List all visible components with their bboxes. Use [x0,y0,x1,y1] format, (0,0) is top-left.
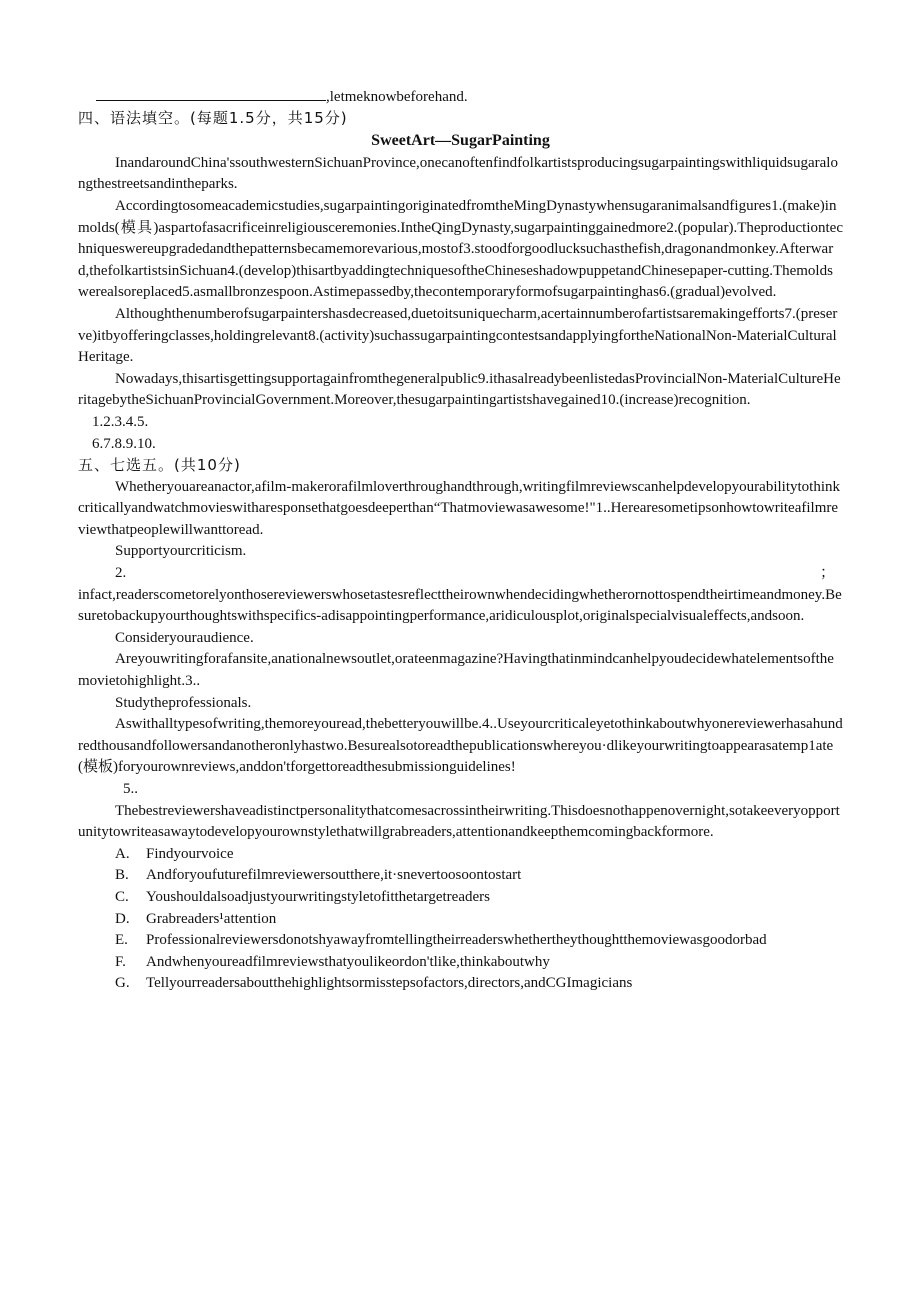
passage-title: SweetArt—SugarPainting [371,132,550,150]
option-key: B. [115,867,129,884]
paragraph-audience: Areyouwritingforafansite,anationalnewsoutlet,orateenmagazine?Havingthatinmindcanhelpyoudecidewhatelementsofthemovietohighlight.3.. [78,651,834,690]
option-c [78,887,843,909]
option-b [78,865,843,887]
passage-paragraph-2: Accordingtosomeacademicstudies,sugarpaintingoriginatedfromtheMingDynastywhensugaranimalsandfigures1.(make)inmolds(模具)aspartofasacrificeinreligiousceremonies.IntheQingDynasty,sugarpaintinggainedmore2.(popular).Theproductiontechniqueswereupgradedandthepatternsbecamemorevarious,mostof3.stoodforgoodlucksuchasthefish,dragonandmonkey.Afterward,thefolkartistsinSichuan4.(develop)thisartbyaddingtechniquesoftheChineseshadowpuppetandChinesepaper-cutting.Themoldswerealsoreplaced5.asmallbronzespoon.Astimepassedby,thecontemporaryformofsugarpaintinghas6.(gradual)evolved. [78,197,843,301]
options-list [78,844,843,995]
answer-blank[interactable] [96,86,326,101]
option-f [78,952,843,974]
option-text: Andforyoufuturefilmreviewersoutthere,it·snevertoosoontostart [146,867,522,884]
option-key: E. [115,932,128,949]
passage-paragraph-3: Althoughthenumberofsugarpaintershasdecreased,duetoitsuniquecharm,acertainnumberofartistsaremakingefforts7.(preserve)itbyofferingclasses,holdingrelevant8.(activity)suchassugarpaintingcontestsandapplyingfortheNationalNon-MaterialCulturalHeritage. [78,305,838,366]
answer-line-2: 6.7.8.9.10. [92,435,156,452]
document-page [78,86,843,995]
option-text: Findyourvoice [146,845,234,862]
paragraph-professionals: Aswithalltypesofwriting,themoreyouread,thebetteryouwillbe.4..Useyourcriticaleyetothinkaboutwhyonereviewerhasahundredthousandfollowersandanotheronlyhastwo.Besurealsotoreadthepublicationswhereyou·dlikeyourwritingtoappearasatemp1ate(模板)foryourownreviews,anddon'tforgettoreadthesubmissionguidelines! [78,716,843,776]
top-line [78,86,843,108]
top-line-text: ,letmeknowbeforehand. [326,89,468,105]
cloze-intro: Whetheryouareanactor,afilm-makerorafilmloverthroughandthrough,writingfilmreviewscanhelpdevelopyourabilitytothinkcriticallyandwatchmovieswitharesponsethatgoesdeeperthan“Thatmoviewasawesome!"1..Herearesometipsonhowtowriteafilmreviewthatpeoplewillwanttoread. [78,478,840,538]
option-key: F. [115,953,126,970]
paragraph-support: infact,readerscometorelyonthosereviewerswhosetastesreflecttheirownwhendecidingwhetherornottospendtheirtimeandmoney.Besuretobackupyourthoughtswithspecifics-adisappointingperformance,aridiculousplot,originalspecialvisualeffects,andsoon. [78,586,842,625]
option-a [78,844,843,866]
heading-consider-audience: Consideryouraudience. [115,629,254,646]
option-g [78,973,843,995]
option-text: Professionalreviewersdonotshyawayfromtellingtheirreaderswhethertheythoughtthemoviewasgoodorbad [146,932,767,949]
option-key: C. [115,888,129,905]
section5-header: 五、七选五。(共10分) [78,456,241,475]
passage-paragraph-1: InandaroundChina'ssouthwesternSichuanProvince,onecanoftenfindfolkartistsproducingsugarpaintingswithliquidsugaralongthestreetsandintheparks. [78,154,838,193]
answer-line-1: 1.2.3.4.5. [92,413,149,430]
question-5-label: 5.. [123,781,138,797]
option-text: Youshouldalsoadjustyourwritingstyletofitthetargetreaders [146,888,490,905]
paragraph-voice: Thebestreviewershaveadistinctpersonalitythatcomesacrossintheirwriting.Thisdoesnothappenovernight,sotakeeveryopportunitytowriteasawaytodevelopyourownstylethatwillgrabreaders,attentionandkeepthemcomingbackformore. [78,802,840,841]
section4-header: 四、语法填空。(每题1.5分，共15分) [78,108,348,127]
option-text: Tellyourreadersaboutthehighlightsormisstepsofactors,directors,andCGImagicians [146,975,633,992]
heading-support-criticism: Supportyourcriticism. [115,543,247,560]
heading-study-professionals: Studytheprofessionals. [115,694,252,711]
question-2-line [78,563,843,585]
option-d [78,909,843,931]
option-text: Grabreaders¹attention [146,910,277,927]
option-e [78,930,843,952]
option-key: D. [115,910,130,927]
question-2-semicolon: ； [819,565,835,582]
option-text: Andwhenyoureadfilmreviewsthatyoulikeordon'tlike,thinkaboutwhy [146,953,550,970]
question-2-label: 2. [115,565,127,582]
option-key: A. [115,845,130,862]
passage-paragraph-4: Nowadays,thisartisgettingsupportagainfromthegeneralpublic9.ithasalreadybeenlistedasProvincialNon-MaterialCultureHeritagebytheSichuanProvincialGovernment.Moreover,thesugarpaintingartistshavegained10.(increase)recognition. [78,370,841,409]
option-key: G. [115,975,130,992]
